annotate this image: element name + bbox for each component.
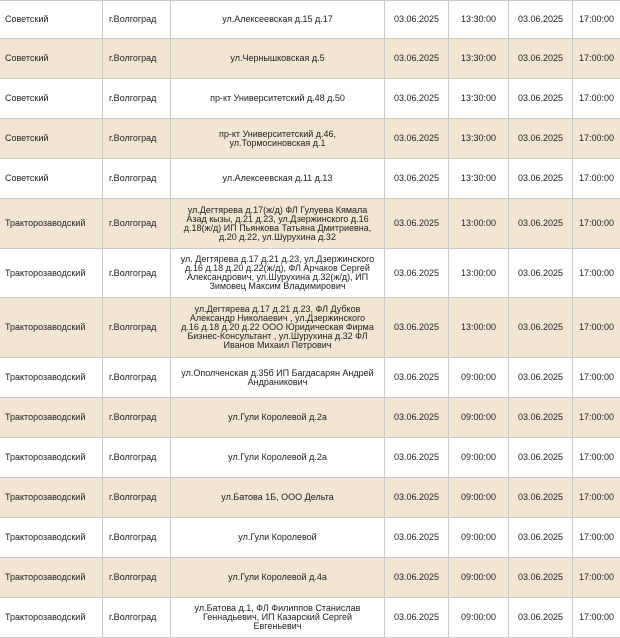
end-time-cell: 17:00:00 <box>573 438 620 478</box>
end-date-cell: 03.06.2025 <box>509 398 573 438</box>
district-cell: Тракторозаводский <box>0 199 103 249</box>
start-date-cell: 03.06.2025 <box>385 478 449 518</box>
district-cell: Тракторозаводский <box>0 398 103 438</box>
district-cell: Советский <box>0 79 103 119</box>
end-time-cell: 17:00:00 <box>573 39 620 79</box>
address-cell: ул.Ополченская д.35б ИП Багдасарян Андрей Андраникович <box>171 358 385 398</box>
start-date-cell: 03.06.2025 <box>385 39 449 79</box>
district-cell: Советский <box>0 159 103 199</box>
address-cell: ул.Батова 1Б, ООО Дельта <box>171 478 385 518</box>
city-cell: г.Волгоград <box>103 598 171 638</box>
start-date-cell: 03.06.2025 <box>385 79 449 119</box>
start-time-cell: 09:00:00 <box>449 358 509 398</box>
end-time-cell: 17:00:00 <box>573 298 620 358</box>
city-cell: г.Волгоград <box>103 518 171 558</box>
address-cell: пр-кт Университетский д.48 д.50 <box>171 79 385 119</box>
start-date-cell: 03.06.2025 <box>385 298 449 358</box>
end-time-cell: 17:00:00 <box>573 1 620 39</box>
start-date-cell: 03.06.2025 <box>385 598 449 638</box>
start-time-cell: 09:00:00 <box>449 438 509 478</box>
start-time-cell: 13:30:00 <box>449 1 509 39</box>
start-time-cell: 13:30:00 <box>449 79 509 119</box>
end-date-cell: 03.06.2025 <box>509 358 573 398</box>
end-time-cell: 17:00:00 <box>573 558 620 598</box>
table-row <box>0 358 620 398</box>
table-row <box>0 119 620 159</box>
end-time-cell: 17:00:00 <box>573 398 620 438</box>
city-cell: г.Волгоград <box>103 119 171 159</box>
end-time-cell: 17:00:00 <box>573 249 620 298</box>
table-row <box>0 39 620 79</box>
table-row <box>0 478 620 518</box>
district-cell: Тракторозаводский <box>0 438 103 478</box>
table-body <box>0 1 620 638</box>
table-row <box>0 398 620 438</box>
district-cell: Тракторозаводский <box>0 298 103 358</box>
end-date-cell: 03.06.2025 <box>509 199 573 249</box>
start-time-cell: 13:00:00 <box>449 249 509 298</box>
start-time-cell: 13:00:00 <box>449 199 509 249</box>
table-row <box>0 159 620 199</box>
end-date-cell: 03.06.2025 <box>509 598 573 638</box>
table-row <box>0 558 620 598</box>
table-row <box>0 518 620 558</box>
district-cell: Тракторозаводский <box>0 478 103 518</box>
table-row <box>0 79 620 119</box>
city-cell: г.Волгоград <box>103 159 171 199</box>
end-time-cell: 17:00:00 <box>573 478 620 518</box>
table-row <box>0 249 620 298</box>
start-date-cell: 03.06.2025 <box>385 199 449 249</box>
end-date-cell: 03.06.2025 <box>509 159 573 199</box>
start-date-cell: 03.06.2025 <box>385 438 449 478</box>
address-cell: ул.Батова д.1, ФЛ Филиппов Станислав Геннадьевич, ИП Казарский Сергей Евгеньевич <box>171 598 385 638</box>
address-cell: ул.Гули Королевой д.2а <box>171 438 385 478</box>
table-row <box>0 298 620 358</box>
address-cell: ул.Дегтярева д.17 д.21 д.23, ФЛ Дубков Александр Николаевич , ул.Дзержинского д.16 д.18 д.20 д.22 ООО Юридическая Фирма Бизнес-Консультант , ул.Шурухина д.32 ФЛ Иванов Михаил Петрович <box>171 298 385 358</box>
start-date-cell: 03.06.2025 <box>385 558 449 598</box>
address-cell: ул.Гули Королевой <box>171 518 385 558</box>
city-cell: г.Волгоград <box>103 39 171 79</box>
end-time-cell: 17:00:00 <box>573 518 620 558</box>
end-date-cell: 03.06.2025 <box>509 39 573 79</box>
start-date-cell: 03.06.2025 <box>385 1 449 39</box>
city-cell: г.Волгоград <box>103 438 171 478</box>
address-cell: ул.Алексеевская д.11 д.13 <box>171 159 385 199</box>
start-date-cell: 03.06.2025 <box>385 518 449 558</box>
table-row <box>0 438 620 478</box>
city-cell: г.Волгоград <box>103 478 171 518</box>
district-cell: Советский <box>0 1 103 39</box>
address-cell: ул.Гули Королевой д.4а <box>171 558 385 598</box>
end-time-cell: 17:00:00 <box>573 79 620 119</box>
start-time-cell: 09:00:00 <box>449 598 509 638</box>
start-time-cell: 09:00:00 <box>449 478 509 518</box>
start-time-cell: 13:30:00 <box>449 119 509 159</box>
city-cell: г.Волгоград <box>103 1 171 39</box>
district-cell: Тракторозаводский <box>0 249 103 298</box>
end-date-cell: 03.06.2025 <box>509 558 573 598</box>
start-time-cell: 09:00:00 <box>449 558 509 598</box>
address-cell: пр-кт Университетский д.46, ул.Тормосиновская д.1 <box>171 119 385 159</box>
end-time-cell: 17:00:00 <box>573 159 620 199</box>
start-date-cell: 03.06.2025 <box>385 358 449 398</box>
start-time-cell: 09:00:00 <box>449 518 509 558</box>
start-time-cell: 09:00:00 <box>449 398 509 438</box>
address-cell: ул. Дегтярева д.17 д.21 д.23, ул.Дзержинского д.16 д.18 д.20 д.22(ж/д), ФЛ Арчаков Сергей Александрович, ул.Шурухина д.32(ж/д), ИП Зимовец Максим Владимирович <box>171 249 385 298</box>
city-cell: г.Волгоград <box>103 358 171 398</box>
start-time-cell: 13:30:00 <box>449 39 509 79</box>
end-date-cell: 03.06.2025 <box>509 298 573 358</box>
city-cell: г.Волгоград <box>103 199 171 249</box>
city-cell: г.Волгоград <box>103 558 171 598</box>
start-date-cell: 03.06.2025 <box>385 159 449 199</box>
district-cell: Тракторозаводский <box>0 518 103 558</box>
city-cell: г.Волгоград <box>103 398 171 438</box>
district-cell: Тракторозаводский <box>0 598 103 638</box>
table-row <box>0 199 620 249</box>
end-date-cell: 03.06.2025 <box>509 1 573 39</box>
table-row <box>0 1 620 39</box>
start-time-cell: 13:30:00 <box>449 159 509 199</box>
address-cell: ул.Дегтярева д.17(ж/д) ФЛ Гулуева Кямала Азад кызы, д.21 д.23, ул.Дзержинского д.16 д.18(ж/д) ИП Пьянкова Татьяна Дмитриевна, д.20 д.22, ул.Шурухина д.32 <box>171 199 385 249</box>
end-time-cell: 17:00:00 <box>573 358 620 398</box>
start-date-cell: 03.06.2025 <box>385 119 449 159</box>
city-cell: г.Волгоград <box>103 249 171 298</box>
address-cell: ул.Чернышковская д.5 <box>171 39 385 79</box>
city-cell: г.Волгоград <box>103 298 171 358</box>
end-time-cell: 17:00:00 <box>573 119 620 159</box>
start-date-cell: 03.06.2025 <box>385 249 449 298</box>
end-date-cell: 03.06.2025 <box>509 518 573 558</box>
table-row <box>0 598 620 638</box>
district-cell: Тракторозаводский <box>0 358 103 398</box>
district-cell: Советский <box>0 119 103 159</box>
end-time-cell: 17:00:00 <box>573 199 620 249</box>
end-time-cell: 17:00:00 <box>573 598 620 638</box>
address-cell: ул.Гули Королевой д.2а <box>171 398 385 438</box>
address-cell: ул.Алексеевская д.15 д.17 <box>171 1 385 39</box>
start-date-cell: 03.06.2025 <box>385 398 449 438</box>
end-date-cell: 03.06.2025 <box>509 478 573 518</box>
district-cell: Советский <box>0 39 103 79</box>
end-date-cell: 03.06.2025 <box>509 79 573 119</box>
end-date-cell: 03.06.2025 <box>509 119 573 159</box>
end-date-cell: 03.06.2025 <box>509 438 573 478</box>
end-date-cell: 03.06.2025 <box>509 249 573 298</box>
city-cell: г.Волгоград <box>103 79 171 119</box>
district-cell: Тракторозаводский <box>0 558 103 598</box>
start-time-cell: 13:00:00 <box>449 298 509 358</box>
